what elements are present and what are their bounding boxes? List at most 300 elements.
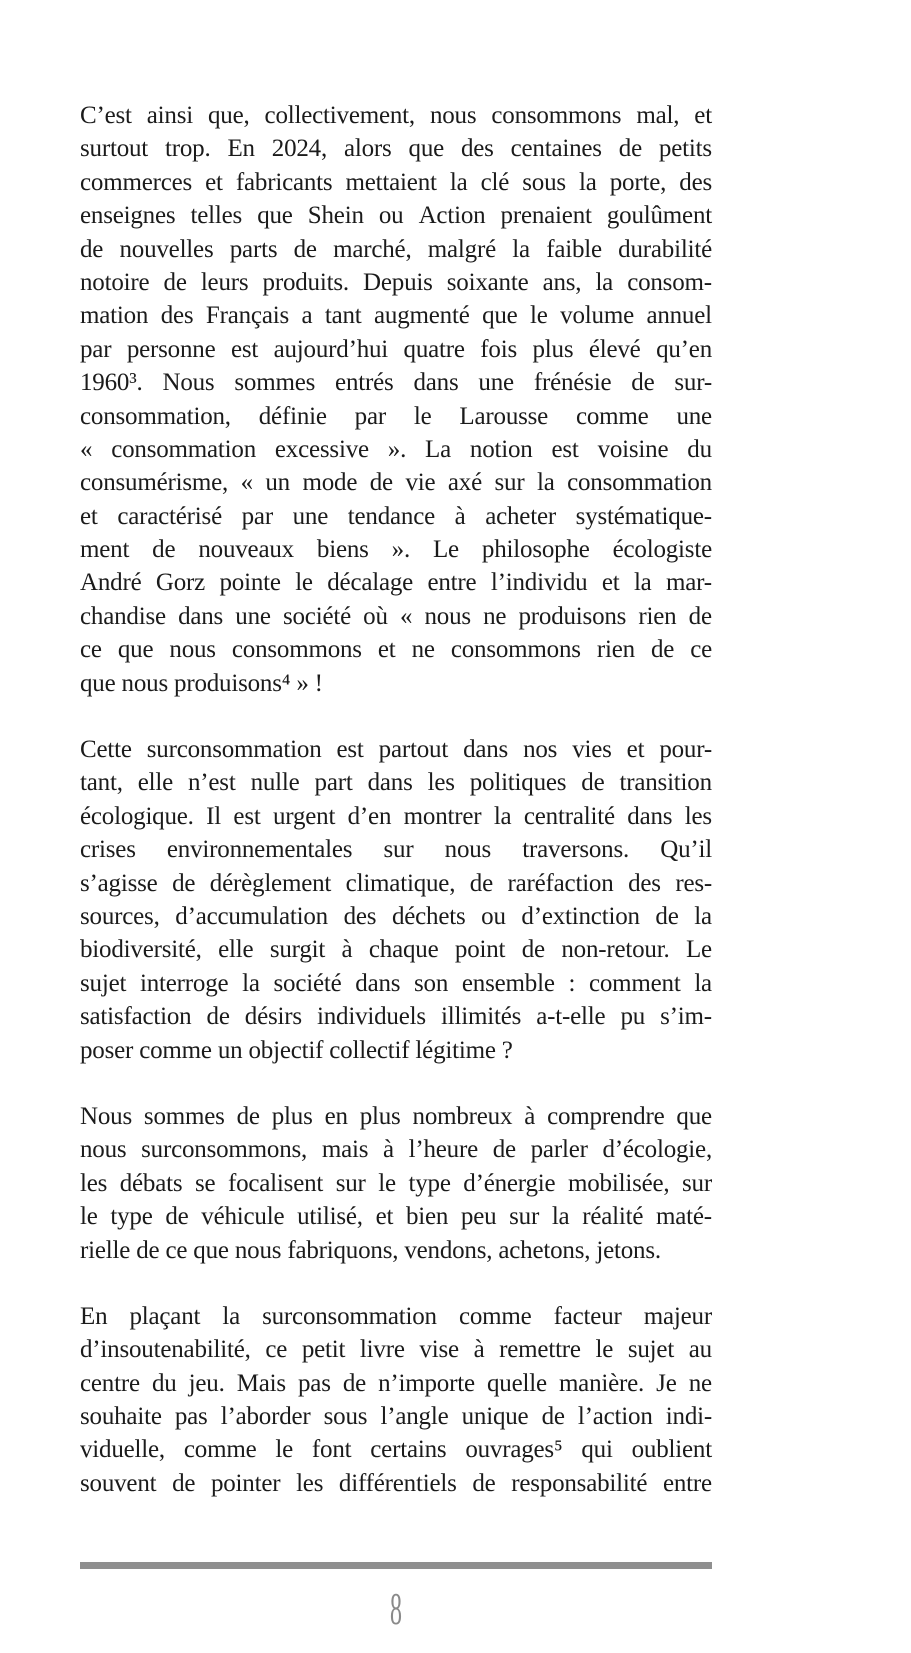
word: et bbox=[601, 569, 620, 597]
word: comment bbox=[588, 969, 681, 997]
text-line bbox=[80, 466, 712, 499]
word: majeur bbox=[643, 1302, 712, 1330]
paragraph bbox=[80, 1100, 712, 1267]
word: manière. bbox=[558, 1369, 645, 1397]
word: ou bbox=[481, 902, 506, 930]
text-line bbox=[80, 867, 712, 900]
word: n’est bbox=[187, 769, 236, 797]
word: pu bbox=[620, 1003, 646, 1031]
word: consumérisme, bbox=[80, 469, 229, 497]
word: de bbox=[581, 769, 605, 797]
word: de bbox=[172, 1469, 196, 1497]
word: surconsommation bbox=[262, 1302, 437, 1330]
word: aujourd’hui bbox=[273, 335, 389, 363]
word: volume bbox=[560, 302, 634, 330]
word: ment bbox=[80, 536, 130, 564]
word: indi- bbox=[665, 1403, 712, 1431]
word: d’écologie, bbox=[602, 1136, 712, 1164]
word: clé bbox=[480, 168, 510, 196]
word: pour- bbox=[659, 736, 712, 764]
word: environnementales bbox=[166, 836, 353, 864]
footer-divider bbox=[80, 1562, 712, 1569]
word: une bbox=[292, 502, 329, 530]
text-line bbox=[80, 333, 712, 366]
word: Cette bbox=[80, 736, 132, 764]
word: unique bbox=[461, 1403, 529, 1431]
word: et bbox=[626, 736, 645, 764]
word: ainsi bbox=[146, 102, 193, 129]
word: sous bbox=[522, 168, 566, 196]
word: ne bbox=[688, 1369, 712, 1397]
word: mobilisée, bbox=[567, 1169, 670, 1197]
word: d’insoutenabilité, bbox=[80, 1336, 251, 1364]
word: la bbox=[595, 268, 614, 296]
word: de bbox=[618, 135, 642, 163]
word: d’extinction bbox=[521, 902, 640, 930]
word: de bbox=[172, 869, 196, 897]
word: s’agisse bbox=[80, 869, 158, 897]
word: mode bbox=[302, 469, 358, 497]
word: désirs bbox=[244, 1003, 302, 1031]
word: sommes bbox=[143, 1102, 225, 1130]
word: Le bbox=[432, 536, 459, 564]
word: biens bbox=[316, 536, 369, 564]
word: de bbox=[655, 902, 679, 930]
word: son bbox=[414, 969, 449, 997]
word: une bbox=[478, 369, 514, 397]
word: l’action bbox=[577, 1403, 653, 1431]
word: plaçant bbox=[129, 1302, 201, 1330]
word: caractérisé bbox=[117, 502, 222, 530]
word: une bbox=[676, 402, 712, 430]
word: l’heure bbox=[408, 1136, 478, 1164]
word: Gorz bbox=[155, 569, 206, 597]
word: sur- bbox=[674, 369, 712, 397]
text-line bbox=[80, 766, 712, 799]
word: sommes bbox=[234, 369, 316, 397]
word: consommation bbox=[111, 435, 257, 463]
word: a bbox=[301, 302, 313, 330]
word: la bbox=[222, 1302, 240, 1330]
word: individuels bbox=[317, 1003, 426, 1031]
word: chaque bbox=[368, 936, 439, 964]
word: Français bbox=[205, 302, 289, 330]
word: que bbox=[482, 302, 518, 330]
word: la bbox=[694, 969, 712, 997]
word: de bbox=[293, 235, 317, 263]
word: de bbox=[80, 235, 104, 263]
word: ce bbox=[265, 1336, 288, 1364]
text-line bbox=[80, 800, 712, 833]
word: déchets bbox=[391, 902, 466, 930]
word: d’en bbox=[347, 802, 392, 830]
word: nouvelles bbox=[119, 235, 214, 263]
word: Larousse bbox=[459, 402, 549, 430]
word: nous bbox=[80, 1136, 127, 1164]
word: de bbox=[631, 369, 655, 397]
text-line bbox=[80, 1467, 712, 1500]
word: nombreux bbox=[412, 1102, 513, 1130]
word: par bbox=[241, 502, 273, 530]
word: quatre bbox=[403, 335, 465, 363]
word: entre bbox=[427, 569, 477, 597]
word: de bbox=[650, 636, 675, 664]
word: oublient bbox=[631, 1436, 712, 1464]
word: de bbox=[165, 1203, 189, 1231]
text-line bbox=[80, 600, 712, 633]
word: consommons bbox=[231, 636, 362, 664]
word: trop. bbox=[164, 135, 211, 163]
word: se bbox=[194, 1169, 216, 1197]
word: la bbox=[242, 969, 260, 997]
word: est bbox=[336, 736, 364, 764]
word: rien bbox=[596, 636, 635, 664]
text-line bbox=[80, 199, 712, 232]
word: vies bbox=[572, 736, 612, 764]
word: les bbox=[80, 1169, 108, 1197]
word: différentiels bbox=[338, 1469, 457, 1497]
word: voisine bbox=[597, 435, 669, 463]
word: consommation bbox=[567, 469, 712, 497]
word: enseignes bbox=[80, 202, 176, 230]
word: la bbox=[536, 469, 555, 497]
word: sujet bbox=[627, 1336, 675, 1364]
text-line bbox=[80, 1000, 712, 1033]
word: ensemble bbox=[461, 969, 555, 997]
text-line bbox=[80, 900, 712, 933]
word: de bbox=[492, 1136, 516, 1164]
word: écologiste bbox=[612, 536, 712, 564]
word: de bbox=[469, 869, 493, 897]
word: traversons. bbox=[522, 836, 630, 864]
word: la bbox=[633, 569, 652, 597]
word: la bbox=[449, 168, 468, 196]
text-column bbox=[80, 99, 712, 1500]
word: livre bbox=[359, 1336, 405, 1364]
word: facteur bbox=[553, 1302, 622, 1330]
word: frénésie bbox=[533, 369, 612, 397]
text-line bbox=[80, 1300, 712, 1333]
word: ne bbox=[411, 636, 435, 664]
word: et bbox=[205, 168, 223, 196]
word: tant, bbox=[80, 769, 123, 797]
text-line bbox=[80, 967, 712, 1000]
word: à bbox=[473, 1336, 485, 1364]
word: de bbox=[688, 602, 712, 630]
text-line bbox=[80, 1100, 712, 1133]
word: commerces bbox=[80, 168, 193, 196]
word: entre bbox=[662, 1469, 712, 1497]
word: consommons bbox=[450, 636, 581, 664]
word: à bbox=[454, 502, 466, 530]
word: comme bbox=[458, 1302, 532, 1330]
word: nous bbox=[429, 102, 477, 129]
word: surgit bbox=[269, 936, 326, 964]
text-line bbox=[80, 99, 712, 132]
text-line bbox=[80, 633, 712, 666]
word: nulle bbox=[250, 769, 300, 797]
text-line bbox=[80, 1367, 712, 1400]
word: qu’en bbox=[656, 335, 712, 363]
word: climatique, bbox=[345, 869, 456, 897]
word: société bbox=[282, 602, 351, 630]
word: « bbox=[80, 435, 93, 463]
word: 2024, bbox=[271, 135, 328, 163]
word: de bbox=[541, 1403, 565, 1431]
word: acheter bbox=[485, 502, 556, 530]
word: Action bbox=[418, 202, 486, 230]
word: faible bbox=[546, 235, 602, 263]
word: porte, bbox=[609, 168, 667, 196]
word: écologique. bbox=[80, 802, 194, 830]
word: plus bbox=[359, 1102, 401, 1130]
word: produisons bbox=[518, 602, 627, 630]
word: l’angle bbox=[380, 1403, 449, 1431]
word: s’im- bbox=[660, 1003, 712, 1031]
word: nous bbox=[169, 636, 216, 664]
word: elle bbox=[137, 769, 174, 797]
word: et bbox=[375, 1203, 394, 1231]
word: dérèglement bbox=[209, 869, 332, 897]
word: notoire bbox=[80, 268, 150, 296]
word: tant bbox=[324, 302, 362, 330]
word: véhicule bbox=[201, 1203, 285, 1231]
word: part bbox=[314, 769, 353, 797]
word: a-t-elle bbox=[536, 1003, 606, 1031]
word: tendance bbox=[347, 502, 435, 530]
word: raréfaction bbox=[507, 869, 614, 897]
text-line bbox=[80, 166, 712, 199]
word: Nous bbox=[162, 369, 215, 397]
word: le bbox=[595, 1336, 614, 1364]
word: de bbox=[521, 936, 545, 964]
word: quelle bbox=[486, 1369, 547, 1397]
word: focalisent bbox=[227, 1169, 324, 1197]
word: définie bbox=[258, 402, 327, 430]
word: et bbox=[377, 636, 396, 664]
word: décalage bbox=[327, 569, 414, 597]
word: point bbox=[454, 936, 506, 964]
word: le bbox=[275, 1436, 294, 1464]
word: la bbox=[551, 1203, 570, 1231]
word: à bbox=[341, 936, 353, 964]
word: 1960³. bbox=[80, 369, 143, 397]
word: nos bbox=[523, 736, 558, 764]
word: mais bbox=[321, 1136, 369, 1164]
word: consommons bbox=[491, 102, 622, 129]
word: les bbox=[296, 1469, 324, 1497]
word: goulûment bbox=[606, 202, 712, 230]
word: la bbox=[512, 235, 530, 263]
word: augmenté bbox=[374, 302, 470, 330]
word: surtout bbox=[80, 135, 149, 163]
word: La bbox=[425, 435, 452, 463]
word: des bbox=[160, 302, 194, 330]
text-line bbox=[80, 1400, 712, 1433]
word: la bbox=[694, 902, 712, 930]
word: jeu. bbox=[188, 1369, 225, 1397]
word: En bbox=[80, 1302, 108, 1330]
word: ce bbox=[690, 636, 712, 664]
word: parler bbox=[530, 1136, 588, 1164]
word: leurs bbox=[200, 268, 249, 296]
text-line bbox=[80, 400, 712, 433]
word: fabricants bbox=[235, 168, 333, 196]
word: ce bbox=[80, 636, 102, 664]
word: politiques bbox=[469, 769, 567, 797]
word: Le bbox=[685, 936, 712, 964]
word: partout bbox=[378, 736, 449, 764]
word: alors bbox=[343, 135, 392, 163]
text-line bbox=[80, 733, 712, 766]
word: qui bbox=[581, 1436, 613, 1464]
word: mar- bbox=[666, 569, 712, 597]
word: font bbox=[311, 1436, 352, 1464]
word: urgent bbox=[273, 802, 336, 830]
word: soixante bbox=[446, 268, 529, 296]
word: Depuis bbox=[363, 268, 433, 296]
word: collectivement, bbox=[264, 102, 415, 129]
word: « bbox=[399, 602, 413, 630]
word: Qu’il bbox=[660, 836, 712, 864]
word: les bbox=[684, 802, 712, 830]
text-line bbox=[80, 833, 712, 866]
word: vise bbox=[419, 1336, 459, 1364]
word: André bbox=[80, 569, 142, 597]
word: C’est bbox=[80, 102, 132, 129]
text-line: rielle de ce que nous fabriquons, vendons, achetons, jetons. bbox=[80, 1236, 661, 1264]
word: nous bbox=[424, 602, 471, 630]
word: est bbox=[230, 335, 259, 363]
word: responsabilité bbox=[511, 1469, 648, 1497]
word: ». bbox=[391, 536, 411, 564]
text-line bbox=[80, 132, 712, 165]
word: pointer bbox=[210, 1469, 281, 1497]
word: philosophe bbox=[481, 536, 590, 564]
word: Je bbox=[656, 1369, 677, 1397]
word: est bbox=[551, 435, 579, 463]
word: de bbox=[163, 268, 187, 296]
text-line: que nous produisons⁴ » ! bbox=[80, 669, 323, 697]
word: utilisé, bbox=[297, 1203, 363, 1231]
text-line bbox=[80, 1333, 712, 1366]
word: ouvrages⁵ bbox=[465, 1436, 563, 1464]
word: élevé bbox=[588, 335, 641, 363]
word: viduelle, bbox=[80, 1436, 165, 1464]
word: sur bbox=[682, 1169, 712, 1197]
word: rien bbox=[638, 602, 677, 630]
word: axé bbox=[447, 469, 482, 497]
word: fois bbox=[480, 335, 517, 363]
word: pointe bbox=[219, 569, 281, 597]
word: montrer bbox=[403, 802, 482, 830]
word: surconsommons, bbox=[141, 1136, 308, 1164]
word: une bbox=[235, 602, 271, 630]
word: débats bbox=[119, 1169, 183, 1197]
word: systématique- bbox=[575, 502, 712, 530]
word: plus bbox=[271, 1102, 313, 1130]
word: illimités bbox=[440, 1003, 522, 1031]
word: Il bbox=[206, 802, 222, 830]
word: au bbox=[688, 1336, 712, 1364]
word: consom- bbox=[627, 268, 712, 296]
word: est bbox=[233, 802, 261, 830]
text-line bbox=[80, 266, 712, 299]
text-line bbox=[80, 933, 712, 966]
word: mation bbox=[80, 302, 149, 330]
word: elle bbox=[218, 936, 254, 964]
text-line bbox=[80, 1200, 712, 1233]
word: de bbox=[369, 469, 393, 497]
word: de bbox=[206, 1003, 230, 1031]
word: personne bbox=[126, 335, 216, 363]
word: biodiversité, bbox=[80, 936, 202, 964]
word: et bbox=[80, 502, 98, 530]
word: de bbox=[152, 536, 176, 564]
word: malgré bbox=[427, 235, 496, 263]
word: réalité bbox=[582, 1203, 644, 1231]
word: souhaite bbox=[80, 1403, 162, 1431]
word: sur bbox=[335, 1169, 366, 1197]
word: d’accumulation bbox=[175, 902, 328, 930]
word: type bbox=[110, 1203, 153, 1231]
word: souvent bbox=[80, 1469, 157, 1497]
word: mal, bbox=[636, 102, 680, 129]
word: prenaient bbox=[500, 202, 592, 230]
word: petit bbox=[301, 1336, 346, 1364]
word: sur bbox=[509, 1203, 540, 1231]
word: plus bbox=[532, 335, 574, 363]
paragraph bbox=[80, 733, 712, 1067]
word: ou bbox=[378, 202, 404, 230]
word: l’individu bbox=[490, 569, 588, 597]
word: nous bbox=[444, 836, 492, 864]
word: dans bbox=[463, 736, 509, 764]
word: le bbox=[530, 302, 548, 330]
word: pas bbox=[174, 1403, 208, 1431]
word: ans, bbox=[542, 268, 582, 296]
word: excessive bbox=[274, 435, 369, 463]
word: à bbox=[524, 1102, 536, 1130]
word: dans bbox=[413, 369, 459, 397]
word: vie bbox=[405, 469, 436, 497]
word: chandise bbox=[80, 602, 166, 630]
word: n’importe bbox=[378, 1369, 475, 1397]
text-line bbox=[80, 1433, 712, 1466]
word: que bbox=[117, 636, 154, 664]
word: nouveaux bbox=[198, 536, 294, 564]
word: dans bbox=[367, 769, 413, 797]
word: centaines bbox=[510, 135, 602, 163]
word: crises bbox=[80, 836, 136, 864]
word: que, bbox=[208, 102, 250, 129]
word: parts bbox=[229, 235, 278, 263]
text-line bbox=[80, 500, 712, 533]
paragraph bbox=[80, 99, 712, 700]
word: Nous bbox=[80, 1102, 132, 1130]
text-line bbox=[80, 299, 712, 332]
word: ». bbox=[387, 435, 407, 463]
word: des bbox=[460, 135, 494, 163]
word: sources, bbox=[80, 902, 160, 930]
word: que bbox=[676, 1102, 712, 1130]
word: la bbox=[579, 168, 597, 196]
text-line: poser comme un objectif collectif légitime ? bbox=[80, 1036, 513, 1064]
word: certains bbox=[370, 1436, 447, 1464]
word: centre bbox=[80, 1369, 140, 1397]
word: des bbox=[679, 168, 712, 196]
word: des bbox=[343, 902, 377, 930]
